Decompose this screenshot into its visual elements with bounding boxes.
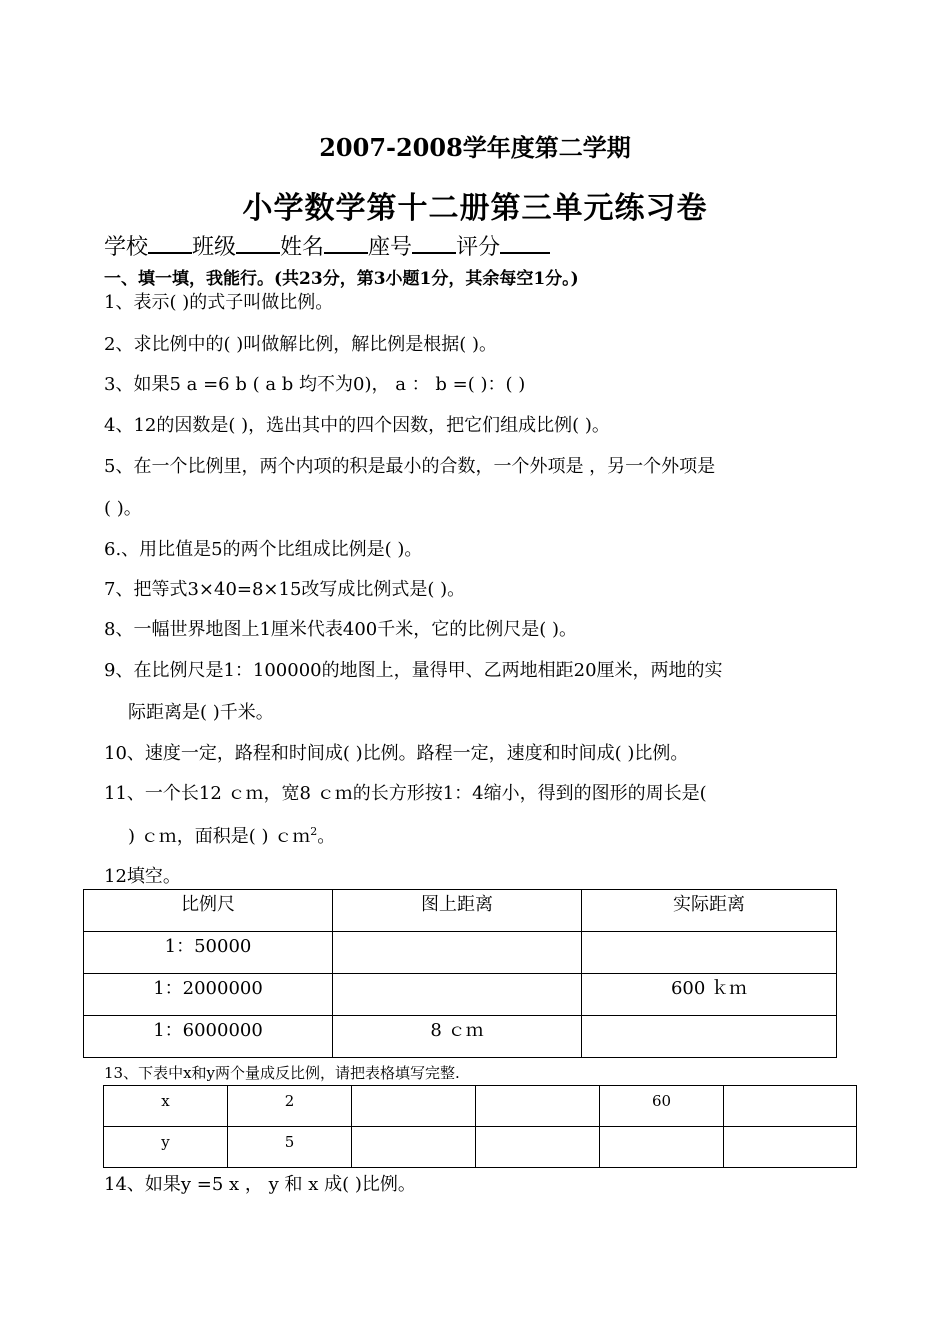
question-5-line-1: 5、在一个比例里，两个内项的积是最小的合数，一个外项是 ，另一个外项是 [104,456,716,477]
name-blank[interactable] [324,232,368,254]
table-cell: 5 [228,1127,352,1168]
table-cell[interactable] [352,1086,476,1127]
table-row-x [104,1086,857,1127]
name-label: 姓名 [280,235,325,260]
question-11-text: ) ｃｍ，面积是( ) ｃｍ [128,826,311,847]
table-cell: 1：2000000 [84,974,333,1016]
table-cell[interactable] [352,1127,476,1168]
question-11-line-1: 11、一个长12 ｃｍ，宽8 ｃｍ的长方形按1：4缩小，得到的图形的周长是( [104,783,707,804]
table-row [84,932,837,974]
score-label: 评分 [456,235,501,260]
table-cell: 2 [228,1086,352,1127]
question-5-line-2: ( )。 [104,498,142,519]
header-actual-distance: 实际距离 [582,890,837,932]
table-cell: 600 ｋｍ [582,974,837,1016]
table-cell: 1：50000 [84,932,333,974]
student-info-line [104,230,550,261]
table-cell[interactable] [476,1086,600,1127]
question-12: 12填空。 [104,866,181,887]
score-blank[interactable] [500,232,550,254]
question-8: 8、一幅世界地图上1厘米代表400千米，它的比例尺是( )。 [104,619,578,640]
table-cell[interactable] [333,974,582,1016]
question-11-end: 。 [317,826,336,847]
question-3: 3、如果5 a =6 b ( a b 均不为0)， a ： b =( )：( ) [104,374,526,395]
question-2: 2、求比例中的( )叫做解比例，解比例是根据( )。 [104,334,497,355]
table-cell: 60 [600,1086,724,1127]
class-blank[interactable] [236,232,280,254]
table-row-y [104,1127,857,1168]
scale-table [83,889,837,1058]
section-heading: 一、填一填，我能行。(共23分，第3小题1分，其余每空1分。) [104,269,579,289]
question-6: 6.、用比值是5的两个比组成比例是( )。 [104,539,423,560]
seat-blank[interactable] [412,232,456,254]
table-row [84,1016,837,1058]
table-header-row [84,890,837,932]
question-4: 4、12的因数是( )，选出其中的四个因数，把它们组成比例( )。 [104,415,610,436]
table-cell: y [104,1127,228,1168]
superscript-2: 2 [310,825,318,838]
table-cell[interactable] [582,932,837,974]
table-cell[interactable] [724,1127,857,1168]
table-cell: 8 ｃｍ [333,1016,582,1058]
question-9-line-1: 9、在比例尺是1：100000的地图上，量得甲、乙两地相距20厘米，两地的实 [104,660,723,681]
question-14: 14、如果y =5 x ， y 和 x 成( )比例。 [104,1174,416,1195]
question-13: 13、下表中x和y两个量成反比例，请把表格填写完整. [104,1064,460,1082]
table-cell: x [104,1086,228,1127]
inverse-proportion-table [103,1085,857,1168]
table-cell[interactable] [600,1127,724,1168]
table-cell[interactable] [724,1086,857,1127]
seat-label: 座号 [368,235,413,260]
question-1: 1、表示( )的式子叫做比例。 [104,292,334,313]
table-cell[interactable] [476,1127,600,1168]
question-9-line-2: 际距离是( )千米。 [128,702,274,723]
header-scale: 比例尺 [84,890,333,932]
page-title: 2007-2008学年度第二学期 [319,133,631,162]
question-7: 7、把等式3×40=8×15改写成比例式是( )。 [104,579,466,600]
question-11-line-2 [128,822,335,848]
table-cell: 1：6000000 [84,1016,333,1058]
school-blank[interactable] [148,232,192,254]
table-row [84,974,837,1016]
school-label: 学校 [104,235,149,260]
header-map-distance: 图上距离 [333,890,582,932]
table-cell[interactable] [333,932,582,974]
class-label: 班级 [192,235,237,260]
page-subtitle: 小学数学第十二册第三单元练习卷 [242,191,708,226]
question-10: 10、速度一定，路程和时间成( )比例。路程一定，速度和时间成( )比例。 [104,743,689,764]
table-cell[interactable] [582,1016,837,1058]
